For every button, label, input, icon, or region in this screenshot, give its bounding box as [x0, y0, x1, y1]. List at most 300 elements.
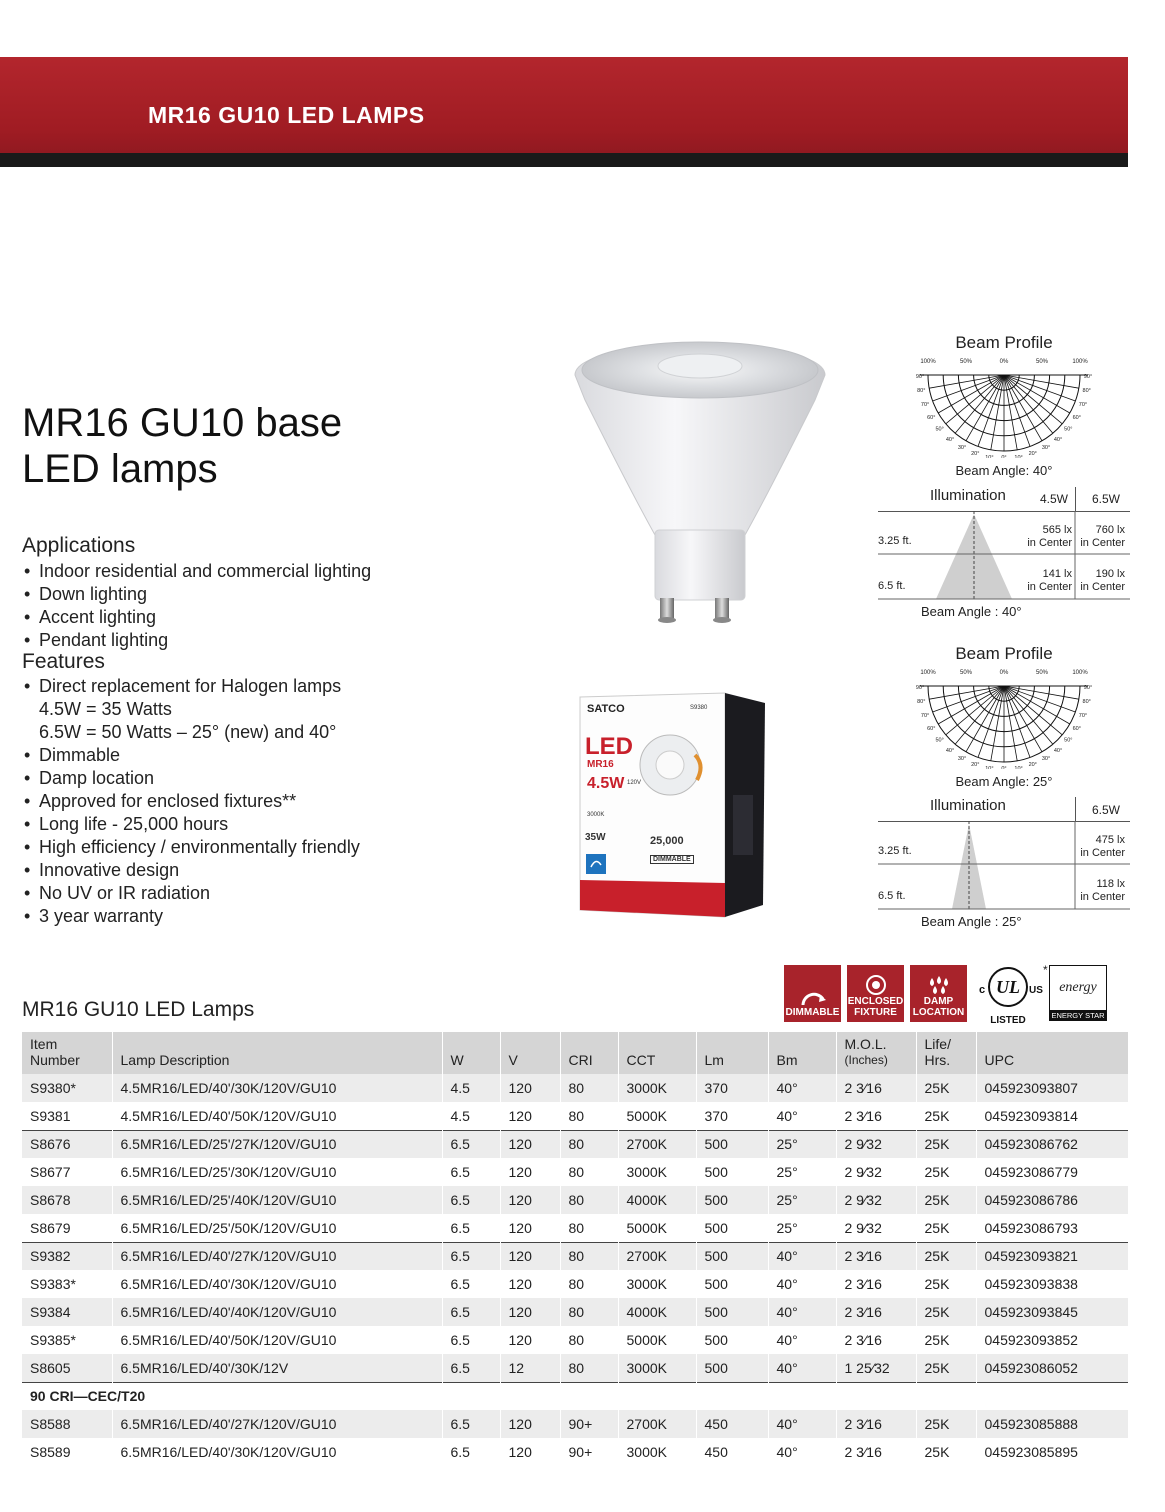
- table-cell: 5000K: [618, 1102, 696, 1130]
- table-cell: 045923093838: [976, 1270, 1128, 1298]
- list-item: • 3 year warranty: [22, 905, 360, 928]
- table-cell: 045923093814: [976, 1102, 1128, 1130]
- table-cell: 3000K: [618, 1158, 696, 1186]
- polar-deg-label: 70°: [920, 713, 930, 720]
- table-cell: 045923093852: [976, 1326, 1128, 1354]
- table-cell: 2 3⁄16: [836, 1074, 916, 1102]
- table-cell: 80: [560, 1186, 618, 1214]
- polar-pct-label: 50%: [959, 359, 973, 365]
- subheader-label: 90 CRI—CEC/T20: [22, 1382, 1128, 1410]
- illum-value: 760 lx in Center: [1080, 524, 1125, 549]
- table-cell: 25K: [916, 1158, 976, 1186]
- table-cell: 25K: [916, 1410, 976, 1438]
- badge-label: LOCATION: [912, 1007, 965, 1018]
- table-cell: 4.5: [442, 1102, 500, 1130]
- beam-profile-40: [878, 333, 1130, 478]
- polar-deg-label: 90°: [1083, 374, 1093, 380]
- polar-deg-label: 20°: [1028, 762, 1037, 769]
- table-cell: 25K: [916, 1074, 976, 1102]
- table-cell: 80: [560, 1074, 618, 1102]
- illum-value: 118 lx in Center: [1080, 878, 1125, 903]
- page-title: MR16 GU10 LED LAMPS: [148, 102, 425, 128]
- distance-label: 6.5 ft.: [878, 890, 906, 902]
- table-cell: 120: [500, 1298, 560, 1326]
- illumination-40: [878, 487, 1130, 622]
- polar-deg-label: 60°: [1072, 726, 1081, 732]
- table-row: [22, 1270, 1128, 1298]
- table-cell: 40°: [768, 1074, 836, 1102]
- energy-star-icon: [585, 853, 607, 875]
- box-code: S9380: [690, 705, 708, 711]
- polar-deg-label: 30°: [957, 445, 967, 452]
- table-cell: 4.5: [442, 1074, 500, 1102]
- list-item: • Approved for enclosed fixtures**: [22, 790, 360, 813]
- polar-deg-label: 90°: [915, 685, 925, 691]
- certification-badges: [784, 963, 1109, 1026]
- box-watt: 4.5W: [587, 775, 625, 792]
- polar-pct-label: 100%: [920, 359, 936, 365]
- table-cell: 045923086762: [976, 1130, 1128, 1158]
- table-cell: 25K: [916, 1354, 976, 1382]
- table-cell: 120: [500, 1242, 560, 1270]
- table-cell: 80: [560, 1354, 618, 1382]
- table-cell: S8677: [30, 1164, 71, 1180]
- table-cell: 2 9⁄32: [836, 1186, 916, 1214]
- table-cell: 450: [696, 1410, 768, 1438]
- dimmable-badge: [784, 965, 841, 1022]
- col-mol: M.O.L. (Inches): [836, 1032, 916, 1074]
- table-cell: 370: [696, 1102, 768, 1130]
- ul-logo-icon: [973, 965, 1043, 1010]
- polar-deg-label: 60°: [927, 726, 936, 732]
- table-cell: 40°: [768, 1242, 836, 1270]
- table-cell: 2700K: [618, 1242, 696, 1270]
- table-cell: 6.5MR16/LED/40'/30K/120V/GU10: [112, 1438, 442, 1466]
- polar-deg-label: 40°: [945, 747, 955, 754]
- ul-listed-badge: [973, 965, 1043, 1026]
- distance-label: 6.5 ft.: [878, 580, 906, 592]
- list-subitem: 6.5W = 50 Watts – 25° (new) and 40°: [39, 722, 337, 742]
- table-cell: 25°: [768, 1186, 836, 1214]
- polar-deg-label: 40°: [1053, 747, 1063, 754]
- header-banner-shadow: [0, 153, 1128, 167]
- col-item-number: Item Number: [22, 1032, 112, 1074]
- polar-deg-label: 60°: [1072, 415, 1081, 421]
- table-row: [22, 1326, 1128, 1354]
- table-cell: 6.5: [442, 1158, 500, 1186]
- polar-pct-label: 50%: [1035, 670, 1049, 676]
- polar-deg-label: 20°: [1028, 451, 1037, 458]
- table-cell: 1 25⁄32: [836, 1354, 916, 1382]
- table-cell: 045923093807: [976, 1074, 1128, 1102]
- table-cell: 500: [696, 1242, 768, 1270]
- table-cell: S8588: [22, 1410, 112, 1438]
- table-cell: 6.5: [442, 1438, 500, 1466]
- table-cell: S9381: [30, 1107, 71, 1124]
- spec-table: [22, 1032, 1128, 1466]
- table-cell: 25K: [916, 1326, 976, 1354]
- box-volt: 120V: [627, 780, 642, 786]
- table-cell: 25K: [916, 1214, 976, 1242]
- col-description: Lamp Description: [112, 1032, 442, 1074]
- table-cell: 25°: [768, 1130, 836, 1158]
- polar-deg-label: 80°: [1082, 388, 1091, 395]
- polar-pct-label: 50%: [1035, 359, 1049, 365]
- table-cell: S8589: [30, 1444, 71, 1460]
- table-cell: 6.5MR16/LED/40'/30K/120V/GU10: [112, 1270, 442, 1298]
- table-cell: 3000K: [618, 1354, 696, 1382]
- divider: [1075, 487, 1076, 511]
- table-cell: 2 3⁄16: [836, 1242, 916, 1270]
- table-cell: 6.5: [442, 1354, 500, 1382]
- table-row: [22, 1102, 1128, 1130]
- energy-star-label: ENERGY STAR: [1049, 1011, 1107, 1021]
- product-heading-line1: MR16 GU10 base: [22, 401, 343, 445]
- col-life: Life/ Hrs.: [916, 1032, 976, 1074]
- table-cell: 045923093845: [976, 1298, 1128, 1326]
- table-cell: 045923086052: [976, 1354, 1128, 1382]
- box-brand: SATCO: [587, 703, 625, 715]
- table-cell: 40°: [768, 1354, 836, 1382]
- illumination-title: Illumination: [930, 797, 1006, 814]
- table-cell: 6.5: [442, 1410, 500, 1438]
- enclosed-fixture-icon: [865, 974, 887, 996]
- water-drops-icon: [926, 974, 952, 996]
- polar-deg-label: 90°: [915, 374, 925, 380]
- table-cell: 25K: [916, 1270, 976, 1298]
- table-row: [22, 1298, 1128, 1326]
- table-cell: 6.5MR16/LED/40'/40K/120V/GU10: [112, 1298, 442, 1326]
- table-row: [22, 1214, 1128, 1242]
- table-cell: 80: [560, 1214, 618, 1242]
- table-cell: 2 3⁄16: [836, 1326, 916, 1354]
- col-w: W: [442, 1032, 500, 1074]
- table-cell: 450: [696, 1438, 768, 1466]
- table-cell: 6.5MR16/LED/40'/27K/120V/GU10: [112, 1242, 442, 1270]
- applications-list: [22, 560, 371, 652]
- distance-label: 3.25 ft.: [878, 535, 912, 547]
- polar-deg-label: 30°: [1041, 445, 1051, 452]
- table-cell: 4000K: [618, 1298, 696, 1326]
- beam-polar-chart: [878, 664, 1130, 769]
- table-cell: 90+: [560, 1438, 618, 1466]
- table-cell: 2 3⁄16: [836, 1438, 916, 1466]
- table-cell: 120: [500, 1186, 560, 1214]
- beam-angle-label: Beam Angle: 40°: [955, 463, 1053, 478]
- table-cell: S9384: [22, 1298, 112, 1326]
- box-hours: 25,000: [650, 835, 684, 847]
- table-cell: 6.5: [442, 1326, 500, 1354]
- box-replacement: 35W: [585, 832, 606, 843]
- illum-col-6.5w: 6.5W: [1092, 492, 1121, 506]
- list-item: • No UV or IR radiation: [22, 882, 360, 905]
- table-cell: 6.5: [442, 1214, 500, 1242]
- table-cell: 120: [500, 1074, 560, 1102]
- box-cct: 3000K: [587, 812, 605, 818]
- table-cell: 6.5MR16/LED/40'/30K/12V: [112, 1354, 442, 1382]
- polar-deg-label: 80°: [917, 388, 926, 395]
- list-item: • Indoor residential and commercial lighting: [22, 560, 371, 583]
- list-item: • Accent lighting: [22, 606, 371, 629]
- col-cct: CCT: [618, 1032, 696, 1074]
- table-cell: 2700K: [618, 1410, 696, 1438]
- product-heading: [22, 400, 342, 492]
- product-box-image: [575, 685, 770, 930]
- box-led: LED: [585, 733, 633, 760]
- polar-pct-label: 100%: [1072, 359, 1088, 365]
- polar-deg-label: 0°: [1001, 766, 1007, 769]
- table-cell: 80: [560, 1270, 618, 1298]
- table-cell: 045923085895: [976, 1438, 1128, 1466]
- polar-deg-label: 40°: [1053, 436, 1063, 443]
- table-cell: 6.5MR16/LED/40'/27K/120V/GU10: [112, 1410, 442, 1438]
- beam-angle-label: Beam Angle: 25°: [955, 774, 1053, 789]
- table-cell: 5000K: [618, 1326, 696, 1354]
- table-cell: S8679: [30, 1219, 71, 1236]
- polar-deg-label: 90°: [1083, 685, 1093, 691]
- table-cell: 045923086779: [976, 1158, 1128, 1186]
- table-cell: 90+: [560, 1410, 618, 1438]
- illum-value: 141 lx in Center: [1027, 568, 1072, 593]
- table-row: [22, 1130, 1128, 1158]
- table-cell: 120: [500, 1158, 560, 1186]
- polar-deg-label: 70°: [1078, 402, 1088, 409]
- table-cell: 500: [696, 1158, 768, 1186]
- polar-deg-label: 10°: [985, 454, 994, 458]
- illum-value: 190 lx in Center: [1080, 568, 1125, 593]
- badge-label: ENCLOSED: [847, 996, 904, 1007]
- table-cell: 500: [696, 1214, 768, 1242]
- list-item: • Innovative design: [22, 859, 360, 882]
- table-cell: S8605: [22, 1354, 112, 1382]
- table-cell: 045923086786: [976, 1186, 1128, 1214]
- table-cell: 40°: [768, 1102, 836, 1130]
- polar-deg-label: 80°: [917, 699, 926, 706]
- lamp-image: [570, 330, 830, 630]
- table-cell: 500: [696, 1326, 768, 1354]
- polar-deg-label: 50°: [935, 426, 944, 433]
- table-cell: 4.5MR16/LED/40'/50K/120V/GU10: [112, 1102, 442, 1130]
- dimmable-icon: [800, 987, 826, 1007]
- table-cell: 3000K: [618, 1438, 696, 1466]
- table-cell: 2 3⁄16: [836, 1270, 916, 1298]
- table-cell: 12: [500, 1354, 560, 1382]
- table-cell: 40°: [768, 1270, 836, 1298]
- polar-deg-label: 40°: [945, 436, 955, 443]
- box-shape: [575, 685, 770, 930]
- table-row: [22, 1410, 1128, 1438]
- table-cell: 4000K: [618, 1186, 696, 1214]
- polar-deg-label: 60°: [927, 415, 936, 421]
- table-cell: 120: [500, 1214, 560, 1242]
- table-cell: 6.5: [442, 1242, 500, 1270]
- table-cell: 500: [696, 1130, 768, 1158]
- polar-deg-label: 20°: [971, 451, 980, 458]
- distance-label: 3.25 ft.: [878, 845, 912, 857]
- table-cell: 2 9⁄32: [836, 1158, 916, 1186]
- table-cell: 40°: [768, 1298, 836, 1326]
- table-cell: 2 3⁄16: [836, 1102, 916, 1130]
- list-item: • Down lighting: [22, 583, 371, 606]
- table-cell: 6.5: [442, 1270, 500, 1298]
- box-dimmable: DIMMABLE: [650, 855, 694, 864]
- illum-col-6.5w: 6.5W: [1092, 803, 1121, 817]
- table-cell: 25K: [916, 1242, 976, 1270]
- illum-col-4.5w: 4.5W: [1040, 492, 1069, 506]
- table-cell: 045923086793: [976, 1214, 1128, 1242]
- table-cell: S8676: [22, 1130, 112, 1158]
- table-cell: 120: [500, 1438, 560, 1466]
- list-item: • Pendant lighting: [22, 629, 371, 652]
- ul-listed-label: LISTED: [990, 1015, 1026, 1026]
- col-upc: UPC: [976, 1032, 1128, 1074]
- table-cell: 6.5: [442, 1130, 500, 1158]
- table-cell: S9385*: [30, 1332, 76, 1348]
- ul-us-text: US: [1029, 985, 1043, 996]
- list-item: • High efficiency / environmentally friendly: [22, 836, 360, 859]
- polar-deg-label: 70°: [1078, 713, 1088, 720]
- table-cell: 500: [696, 1298, 768, 1326]
- col-bm: Bm: [768, 1032, 836, 1074]
- energy-star-badge: [1043, 963, 1109, 1022]
- illumination-title: Illumination: [930, 487, 1006, 504]
- polar-pct-label: 100%: [1072, 670, 1088, 676]
- table-cell: 120: [500, 1130, 560, 1158]
- polar-deg-label: 30°: [1041, 756, 1051, 763]
- table-cell: 80: [560, 1298, 618, 1326]
- product-heading-line2: LED lamps: [22, 447, 218, 491]
- table-cell: 6.5: [442, 1186, 500, 1214]
- table-cell: 370: [696, 1074, 768, 1102]
- table-cell: S9383*: [30, 1276, 76, 1292]
- damp-location-badge: [910, 965, 967, 1022]
- table-cell: 6.5MR16/LED/25'/27K/120V/GU10: [112, 1130, 442, 1158]
- applications-heading: Applications: [22, 534, 136, 557]
- table-cell: 6.5MR16/LED/25'/30K/120V/GU10: [112, 1158, 442, 1186]
- table-cell: 2 9⁄32: [836, 1214, 916, 1242]
- enclosed-fixture-badge: [847, 965, 904, 1022]
- polar-pct-label: 0%: [999, 359, 1009, 365]
- table-cell: 2 3⁄16: [836, 1410, 916, 1438]
- beam-profile-title: Beam Profile: [955, 644, 1053, 663]
- table-cell: 045923085888: [976, 1410, 1128, 1438]
- table-cell: 80: [560, 1130, 618, 1158]
- polar-pct-label: 50%: [959, 670, 973, 676]
- table-cell: 500: [696, 1186, 768, 1214]
- table-cell: 3000K: [618, 1270, 696, 1298]
- table-cell: 2700K: [618, 1130, 696, 1158]
- badge-label: DAMP: [923, 996, 954, 1007]
- table-cell: 80: [560, 1326, 618, 1354]
- table-cell: 2 9⁄32: [836, 1130, 916, 1158]
- polar-deg-label: 10°: [1014, 765, 1023, 769]
- ul-c-text: c: [979, 984, 986, 996]
- energy-star-script: energy: [1049, 965, 1107, 1011]
- table-cell: 40°: [768, 1326, 836, 1354]
- table-row: [22, 1354, 1128, 1382]
- polar-deg-label: 10°: [1014, 454, 1023, 458]
- list-item: • Damp location: [22, 767, 360, 790]
- table-cell: S8678: [22, 1186, 112, 1214]
- table-title: MR16 GU10 LED Lamps: [22, 998, 255, 1021]
- table-cell: 25K: [916, 1130, 976, 1158]
- col-lm: Lm: [696, 1032, 768, 1074]
- polar-deg-label: 50°: [1064, 426, 1073, 433]
- beam-profile-25: [878, 644, 1130, 789]
- table-cell: 25°: [768, 1158, 836, 1186]
- list-item: • Dimmable: [22, 744, 360, 767]
- table-cell: S9382: [22, 1242, 112, 1270]
- table-cell: 120: [500, 1410, 560, 1438]
- table-cell: 6.5MR16/LED/40'/50K/120V/GU10: [112, 1326, 442, 1354]
- table-cell: 25K: [916, 1102, 976, 1130]
- table-cell: 80: [560, 1102, 618, 1130]
- table-cell: 4.5MR16/LED/40'/30K/120V/GU10: [112, 1074, 442, 1102]
- badge-label: DIMMABLE: [785, 1007, 840, 1018]
- table-cell: S9380*: [22, 1074, 112, 1102]
- table-cell: 045923093821: [976, 1242, 1128, 1270]
- polar-deg-label: 30°: [957, 756, 967, 763]
- table-cell: 25°: [768, 1214, 836, 1242]
- features-list: [22, 675, 360, 928]
- list-item: • Long life - 25,000 hours: [22, 813, 360, 836]
- table-cell: 3000K: [618, 1074, 696, 1102]
- table-subheader-row: [22, 1382, 1128, 1410]
- table-row: [22, 1242, 1128, 1270]
- beam-polar-chart: [878, 353, 1130, 458]
- polar-deg-label: 50°: [935, 737, 944, 744]
- table-cell: 120: [500, 1102, 560, 1130]
- table-cell: 25K: [916, 1186, 976, 1214]
- illum-value: 565 lx in Center: [1027, 524, 1072, 549]
- box-lamp-icon: [635, 730, 705, 800]
- table-cell: 80: [560, 1242, 618, 1270]
- table-cell: 120: [500, 1326, 560, 1354]
- table-row: [22, 1158, 1128, 1186]
- table-cell: 6.5MR16/LED/25'/50K/120V/GU10: [112, 1214, 442, 1242]
- asterisk: *: [1043, 963, 1048, 977]
- table-cell: 120: [500, 1270, 560, 1298]
- table-cell: 500: [696, 1354, 768, 1382]
- polar-deg-label: 80°: [1082, 699, 1091, 706]
- beam-angle-label: Beam Angle : 25°: [921, 914, 1022, 929]
- badge-label: FIXTURE: [854, 1007, 897, 1018]
- col-cri: CRI: [560, 1032, 618, 1074]
- ul-mark-text: UL: [996, 977, 1020, 997]
- list-item: • Direct replacement for Halogen lamps: [22, 675, 360, 698]
- polar-deg-label: 10°: [985, 765, 994, 769]
- table-cell: 40°: [768, 1410, 836, 1438]
- polar-pct-label: 100%: [920, 670, 936, 676]
- table-cell: 80: [560, 1158, 618, 1186]
- list-subitem: 4.5W = 35 Watts: [39, 699, 172, 719]
- polar-deg-label: 70°: [920, 402, 930, 409]
- polar-deg-label: 50°: [1064, 737, 1073, 744]
- features-heading: Features: [22, 650, 105, 673]
- divider: [1075, 797, 1076, 821]
- table-cell: 25K: [916, 1298, 976, 1326]
- table-row: [22, 1438, 1128, 1466]
- table-cell: 500: [696, 1270, 768, 1298]
- col-v: V: [500, 1032, 560, 1074]
- table-cell: 6.5: [442, 1298, 500, 1326]
- beam-angle-label: Beam Angle : 40°: [921, 604, 1022, 619]
- box-type: MR16: [587, 759, 614, 770]
- table-header-row: [22, 1032, 1128, 1074]
- table-cell: 6.5MR16/LED/25'/40K/120V/GU10: [112, 1186, 442, 1214]
- table-row: [22, 1074, 1128, 1102]
- table-cell: 25K: [916, 1438, 976, 1466]
